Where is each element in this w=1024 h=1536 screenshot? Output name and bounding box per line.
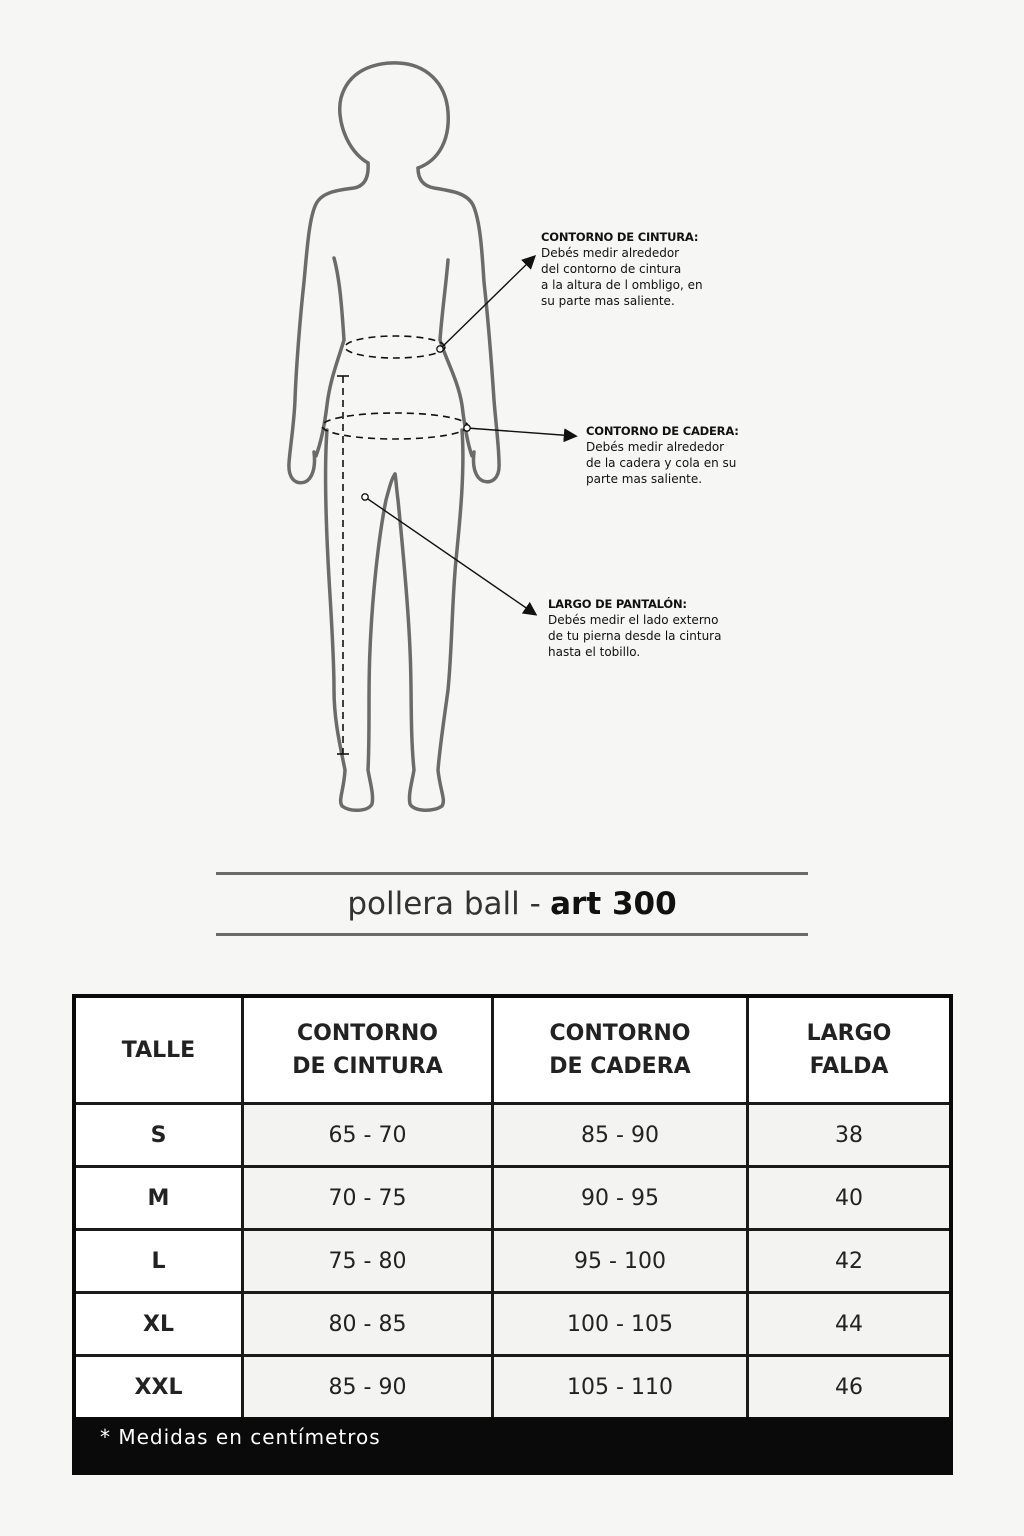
length-cell: 46 <box>749 1357 949 1417</box>
product-name: pollera ball - <box>347 886 541 922</box>
header-contorno-cadera: CONTORNO DE CADERA <box>494 998 749 1105</box>
header-contorno-cintura: CONTORNO DE CINTURA <box>244 998 494 1105</box>
hip-annotation-line: parte mas saliente. <box>586 472 703 486</box>
hip-annotation-title: CONTORNO DE CADERA: <box>586 424 739 438</box>
length-pointer-dot <box>362 494 368 500</box>
table-row <box>76 1294 949 1357</box>
size-cell: XXL <box>76 1357 244 1417</box>
length-cell: 44 <box>749 1294 949 1357</box>
length-annotation-line: de tu pierna desde la cintura <box>548 629 722 643</box>
hip-pointer-dot <box>464 425 470 431</box>
table-row <box>76 1357 949 1417</box>
waist-cell: 85 - 90 <box>244 1357 494 1417</box>
hip-pointer-arrow <box>467 428 575 436</box>
hip-measure-line <box>322 413 468 439</box>
waist-annotation-title: CONTORNO DE CINTURA: <box>541 230 699 244</box>
header-talle: TALLE <box>76 998 244 1105</box>
waist-cell: 70 - 75 <box>244 1168 494 1231</box>
table-header-row <box>76 998 949 1105</box>
units-footnote: * Medidas en centímetros <box>100 1425 381 1449</box>
product-article: art 300 <box>550 886 677 922</box>
table-row <box>76 1231 949 1294</box>
length-annotation-title: LARGO DE PANTALÓN: <box>548 597 687 611</box>
hip-annotation-line: de la cadera y cola en su <box>586 456 737 470</box>
hip-cell: 105 - 110 <box>494 1357 749 1417</box>
waist-cell: 75 - 80 <box>244 1231 494 1294</box>
length-cell: 38 <box>749 1105 949 1168</box>
header-largo-falda: LARGO FALDA <box>749 998 949 1105</box>
hip-cell: 95 - 100 <box>494 1231 749 1294</box>
hip-annotation-line: Debés medir alrededor <box>586 440 725 454</box>
table-row <box>76 1105 949 1168</box>
size-cell: XL <box>76 1294 244 1357</box>
waist-measure-line <box>345 336 445 358</box>
length-annotation-line: Debés medir el lado externo <box>548 613 719 627</box>
waist-cell: 65 - 70 <box>244 1105 494 1168</box>
length-annotation-line: hasta el tobillo. <box>548 645 641 659</box>
waist-annotation-line: a la altura de l ombligo, en <box>541 278 703 292</box>
size-cell: S <box>76 1105 244 1168</box>
waist-pointer-dot <box>437 346 443 352</box>
waist-cell: 80 - 85 <box>244 1294 494 1357</box>
size-cell: M <box>76 1168 244 1231</box>
table-row <box>76 1168 949 1231</box>
length-cell: 42 <box>749 1231 949 1294</box>
waist-annotation-line: del contorno de cintura <box>541 262 682 276</box>
size-cell: L <box>76 1231 244 1294</box>
length-measure-line <box>337 376 349 754</box>
length-cell: 40 <box>749 1168 949 1231</box>
hip-annotation <box>586 423 756 487</box>
silhouette-outline <box>289 63 499 810</box>
length-pointer-arrow <box>365 497 535 614</box>
waist-annotation-line: Debés medir alrededor <box>541 246 680 260</box>
length-annotation <box>548 596 738 660</box>
size-chart <box>72 994 953 1475</box>
product-title <box>216 872 808 936</box>
hip-cell: 90 - 95 <box>494 1168 749 1231</box>
size-table <box>76 998 949 1417</box>
hip-cell: 100 - 105 <box>494 1294 749 1357</box>
hip-cell: 85 - 90 <box>494 1105 749 1168</box>
waist-annotation-line: su parte mas saliente. <box>541 294 675 308</box>
waist-pointer-arrow <box>440 257 534 349</box>
waist-annotation <box>541 229 716 309</box>
